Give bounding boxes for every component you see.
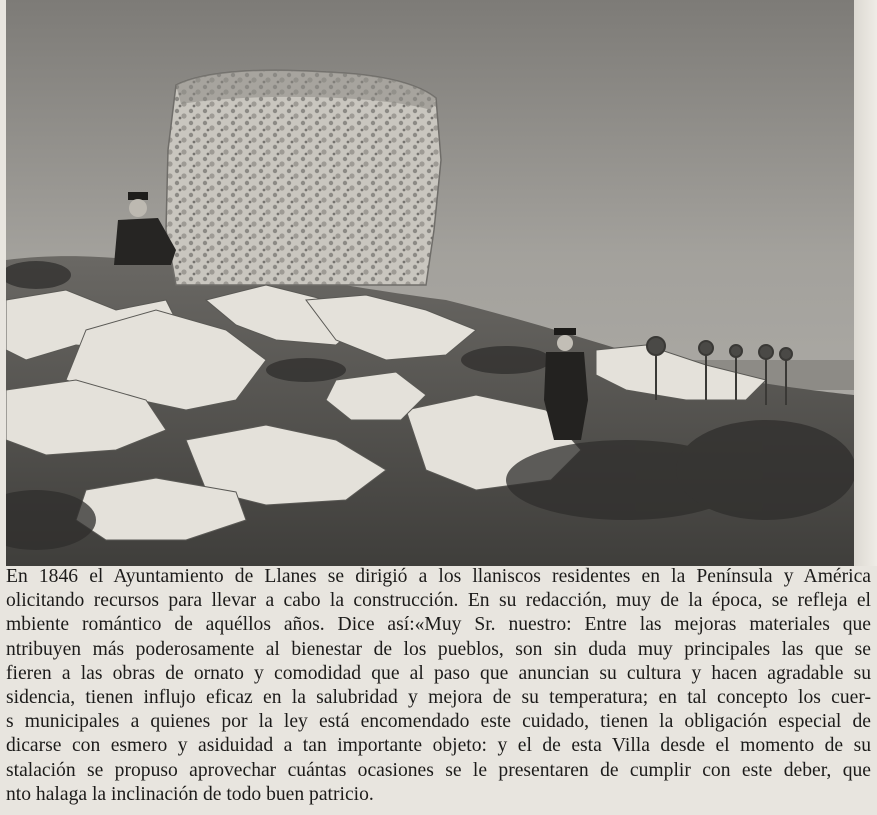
caption-line: En 1846 el Ayuntamiento de Llanes se dirigió a los llaniscos residentes en la Península y América [6,566,871,587]
caption-line: ntribuyen más poderosamente al bienestar de los pueblos, son sin duda muy principales las que se [6,638,871,660]
page-margin [854,0,877,566]
tower-photo-illustration [6,0,854,566]
caption-line: sidencia, tienen influjo eficaz en la salubridad y mejora de su temperatura; en tal concepto los cuer- [6,687,871,709]
historic-photograph [6,0,854,566]
caption-line: dicarse con esmero y asiduidad a tan importante objeto: y el de esta Villa desde el momento de su [6,735,871,757]
caption-line: s municipales a quienes por la ley está encomendado este cuidado, tienen la obligación especial de [6,711,871,733]
caption-line: nto halaga la inclinación de todo buen patricio. [6,783,374,805]
caption-line: fieren a las obras de ornato y comodidad que al paso que anuncian su cultura y hacen agradable su [6,662,871,684]
caption-line: stalación se propuso aprovechar cuántas ocasiones se le presentaren de cumplir con este deber, que [6,759,871,781]
caption-line: olicitando recursos para llevar a cabo la construcción. En su redacción, muy de la época, se refleja el [6,590,871,612]
caption-line: mbiente romántico de aquéllos años. Dice así:«Muy Sr. nuestro: Entre las mejoras materiales que [6,614,871,636]
caption-text [0,562,877,815]
